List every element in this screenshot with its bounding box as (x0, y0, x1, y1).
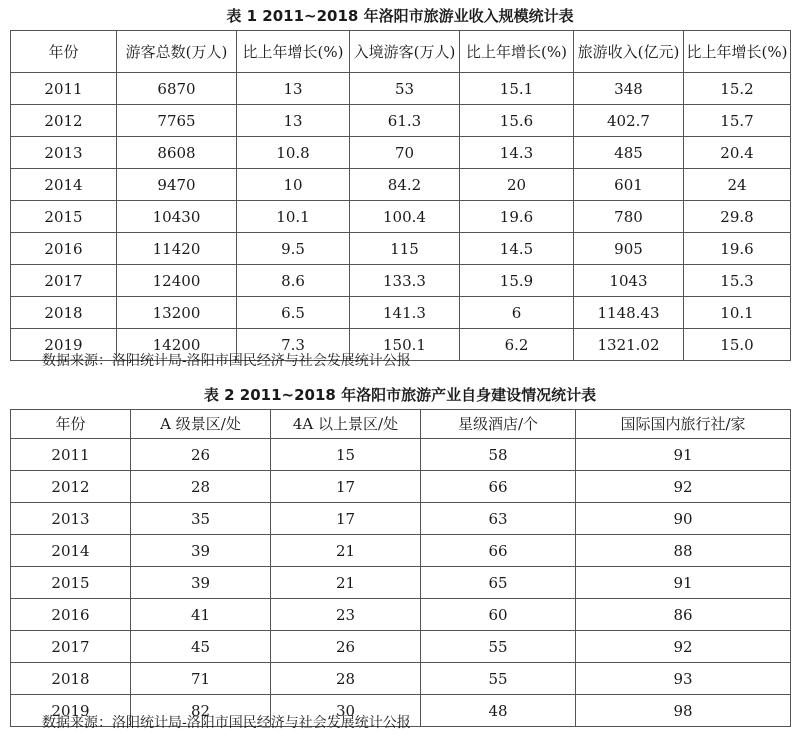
table-cell: 7765 (117, 105, 237, 137)
table-cell: 2014 (11, 169, 117, 201)
table-cell: 6870 (117, 73, 237, 105)
table-cell: 93 (576, 663, 791, 695)
table-cell: 92 (576, 471, 791, 503)
table-cell: 15.3 (684, 265, 791, 297)
table1-title: 表 1 2011~2018 年洛阳市旅游业收入规模统计表 (226, 7, 574, 25)
table-cell: 2019 (11, 329, 117, 361)
table1-header-row (11, 31, 791, 73)
table-cell: 2011 (11, 73, 117, 105)
table-row (11, 599, 791, 631)
table-cell: 601 (574, 169, 684, 201)
tourism-infrastructure-table (10, 409, 791, 727)
table-cell: 10430 (117, 201, 237, 233)
table-cell: 90 (576, 503, 791, 535)
table-cell: 39 (131, 567, 271, 599)
table-row (11, 439, 791, 471)
table-cell: 14.5 (460, 233, 574, 265)
table-cell: 39 (131, 535, 271, 567)
table-cell: 10 (237, 169, 350, 201)
table-cell: 9.5 (237, 233, 350, 265)
table-cell: 20 (460, 169, 574, 201)
table-cell: 2014 (11, 535, 131, 567)
table1-column-header: 游客总数(万人) (117, 31, 237, 73)
table-cell: 86 (576, 599, 791, 631)
table-cell: 15.2 (684, 73, 791, 105)
table-cell: 66 (421, 471, 576, 503)
table1-column-header: 入境游客(万人) (350, 31, 460, 73)
table-cell: 2017 (11, 631, 131, 663)
table-cell: 2019 (11, 695, 131, 727)
table-cell: 15.9 (460, 265, 574, 297)
table-cell: 7.3 (237, 329, 350, 361)
table-cell: 2013 (11, 503, 131, 535)
table-cell: 2012 (11, 105, 117, 137)
tourism-revenue-table (10, 30, 791, 361)
table-cell: 19.6 (460, 201, 574, 233)
table-cell: 29.8 (684, 201, 791, 233)
table-cell: 780 (574, 201, 684, 233)
table-cell: 115 (350, 233, 460, 265)
table-cell: 2015 (11, 201, 117, 233)
table-cell: 66 (421, 535, 576, 567)
table-cell: 71 (131, 663, 271, 695)
table2-column-header: 年份 (11, 410, 131, 439)
table-cell: 133.3 (350, 265, 460, 297)
table2-column-header: 国际国内旅行社/家 (576, 410, 791, 439)
table-cell: 8.6 (237, 265, 350, 297)
table-cell: 14.3 (460, 137, 574, 169)
table-cell: 26 (271, 631, 421, 663)
table-cell: 21 (271, 567, 421, 599)
table-cell: 348 (574, 73, 684, 105)
table-cell: 55 (421, 663, 576, 695)
table-cell: 24 (684, 169, 791, 201)
table-cell: 1148.43 (574, 297, 684, 329)
table-cell: 60 (421, 599, 576, 631)
table-row (11, 297, 791, 329)
table1-column-header: 比上年增长(%) (460, 31, 574, 73)
table1-column-header: 年份 (11, 31, 117, 73)
table-cell: 23 (271, 599, 421, 631)
table-cell: 2015 (11, 567, 131, 599)
table-cell: 1043 (574, 265, 684, 297)
table-row (11, 169, 791, 201)
table-cell: 6.5 (237, 297, 350, 329)
table-cell: 2018 (11, 297, 117, 329)
table-row (11, 663, 791, 695)
table-cell: 20.4 (684, 137, 791, 169)
table-cell: 48 (421, 695, 576, 727)
table-row (11, 503, 791, 535)
table-cell: 6.2 (460, 329, 574, 361)
table-row (11, 73, 791, 105)
table-cell: 55 (421, 631, 576, 663)
table-cell: 91 (576, 439, 791, 471)
table-cell: 12400 (117, 265, 237, 297)
table-row (11, 631, 791, 663)
table-cell: 88 (576, 535, 791, 567)
table-cell: 9470 (117, 169, 237, 201)
table-cell: 13 (237, 73, 350, 105)
table-cell: 63 (421, 503, 576, 535)
table-cell: 45 (131, 631, 271, 663)
table2-column-header: 4A 以上景区/处 (271, 410, 421, 439)
table2-title: 表 2 2011~2018 年洛阳市旅游产业自身建设情况统计表 (203, 386, 597, 404)
table-cell: 58 (421, 439, 576, 471)
table-cell: 15 (271, 439, 421, 471)
table-cell: 26 (131, 439, 271, 471)
table-cell: 6 (460, 297, 574, 329)
table-cell: 15.6 (460, 105, 574, 137)
table-cell: 19.6 (684, 233, 791, 265)
table-row (11, 105, 791, 137)
table-cell: 141.3 (350, 297, 460, 329)
table1-body (11, 73, 791, 361)
table-cell: 28 (131, 471, 271, 503)
table-cell: 82 (131, 695, 271, 727)
table-row (11, 265, 791, 297)
table-row (11, 233, 791, 265)
table1-source-note: 数据来源：洛阳统计局-洛阳市国民经济与社会发展统计公报 (42, 353, 411, 369)
table-cell: 13 (237, 105, 350, 137)
table-cell: 2012 (11, 471, 131, 503)
table1-column-header: 比上年增长(%) (237, 31, 350, 73)
table1-column-header: 比上年增长(%) (684, 31, 791, 73)
table-row (11, 137, 791, 169)
table-cell: 10.1 (237, 201, 350, 233)
table-cell: 30 (271, 695, 421, 727)
table-cell: 100.4 (350, 201, 460, 233)
table-row (11, 201, 791, 233)
table-cell: 21 (271, 535, 421, 567)
table-cell: 10.8 (237, 137, 350, 169)
table-cell: 905 (574, 233, 684, 265)
table-cell: 84.2 (350, 169, 460, 201)
table-cell: 17 (271, 503, 421, 535)
table-cell: 11420 (117, 233, 237, 265)
table-cell: 485 (574, 137, 684, 169)
table2-source-note: 数据来源：洛阳统计局-洛阳市国民经济与社会发展统计公报 (42, 715, 411, 731)
table-cell: 70 (350, 137, 460, 169)
table-cell: 10.1 (684, 297, 791, 329)
table-cell: 91 (576, 567, 791, 599)
table-row (11, 471, 791, 503)
table-cell: 15.0 (684, 329, 791, 361)
table-cell: 150.1 (350, 329, 460, 361)
table2-body (11, 439, 791, 727)
table-row (11, 535, 791, 567)
table-cell: 15.7 (684, 105, 791, 137)
table-cell: 13200 (117, 297, 237, 329)
table-cell: 28 (271, 663, 421, 695)
table2-column-header: 星级酒店/个 (421, 410, 576, 439)
table-cell: 15.1 (460, 73, 574, 105)
table-row (11, 567, 791, 599)
table-cell: 1321.02 (574, 329, 684, 361)
table-cell: 14200 (117, 329, 237, 361)
table-cell: 2013 (11, 137, 117, 169)
table2-column-header: A 级景区/处 (131, 410, 271, 439)
table-cell: 8608 (117, 137, 237, 169)
table-cell: 41 (131, 599, 271, 631)
table2-header-row (11, 410, 791, 439)
table-cell: 17 (271, 471, 421, 503)
table-cell: 2016 (11, 233, 117, 265)
table-cell: 2017 (11, 265, 117, 297)
table-cell: 92 (576, 631, 791, 663)
table-cell: 53 (350, 73, 460, 105)
table-cell: 2011 (11, 439, 131, 471)
table1-column-header: 旅游收入(亿元) (574, 31, 684, 73)
table-cell: 61.3 (350, 105, 460, 137)
table-cell: 402.7 (574, 105, 684, 137)
table-cell: 2016 (11, 599, 131, 631)
table-cell: 65 (421, 567, 576, 599)
table-cell: 2018 (11, 663, 131, 695)
table-cell: 35 (131, 503, 271, 535)
table-cell: 98 (576, 695, 791, 727)
